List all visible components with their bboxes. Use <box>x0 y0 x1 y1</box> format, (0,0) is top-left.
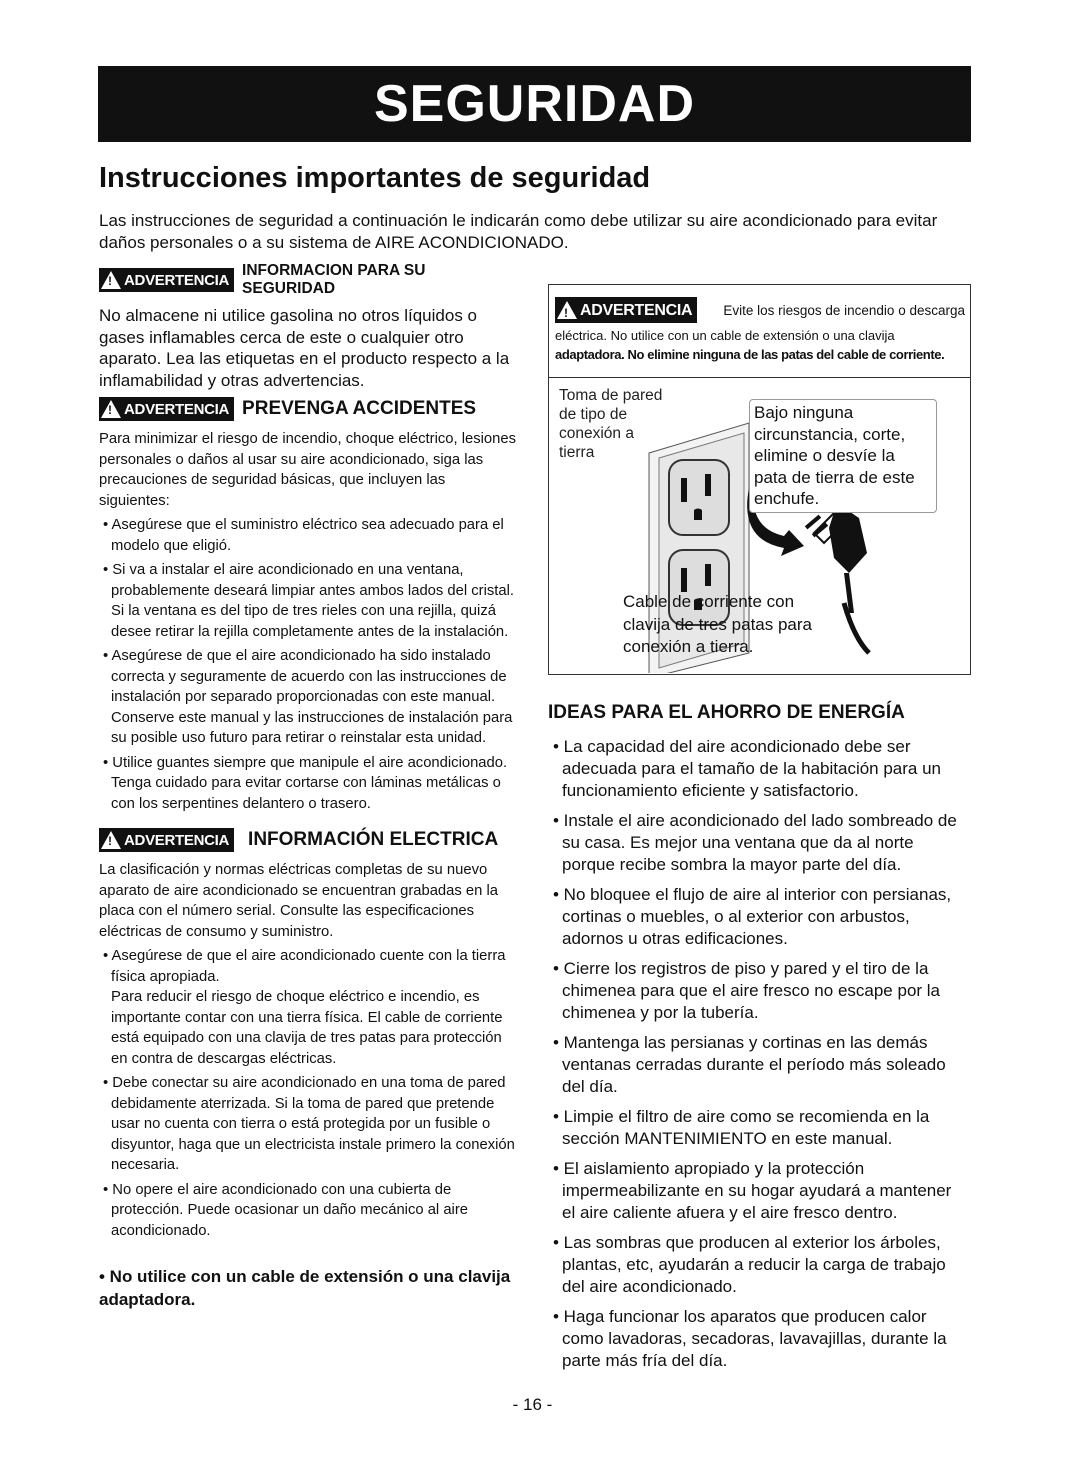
list-item: • El aislamiento apropiado y la protección impermeabilizante en su hogar ayudará a mantener el aire caliente afuera y el aire fresco dentro. <box>553 1159 952 1222</box>
paragraph: Para minimizar el riesgo de incendio, choque eléctrico, lesiones personales o daños al usar su aire acondicionado, siga las precauciones de seguridad básicas, que incluyen las siguientes: <box>99 431 516 509</box>
list-item: • Las sombras que producen al exterior los árboles, plantas, etc, ayudarán a reducir la carga de trabajo del aire acondicionado. <box>553 1233 946 1296</box>
page-title: Instrucciones importantes de seguridad <box>99 162 651 194</box>
page-number: - 16 - <box>512 1395 553 1414</box>
list-item: • Cierre los registros de piso y pared y el tiro de la chimenea para que el aire fresco no escape por la chimenea y por la tubería. <box>553 959 941 1022</box>
section-electrical-body <box>99 860 519 1241</box>
extension-cord-warning: • No utilice con un cable de extensión o una clavija adaptadora. <box>99 1267 511 1309</box>
section-prevent-body <box>99 429 519 814</box>
list-item: • Asegúrese que el suministro eléctrico sea adecuado para el modelo que eligió. <box>103 517 504 554</box>
label-wall-outlet: Toma de pared de tipo de conexión a tierra <box>559 387 663 461</box>
list-item: • Asegúrese de que el aire acondicionado ha sido instalado correcta y seguramente de acuerdo con las instrucciones de instalación por separado proporcionadas con este manual. <box>103 648 507 705</box>
paragraph: La clasificación y normas eléctricas completas de su nuevo aparato de aire acondicionado se encuentran grabadas en la placa con el número serial. Consulte las especificaciones eléctricas de consumo y suministro. <box>99 862 498 940</box>
section-title: PREVENGA ACCIDENTES <box>242 398 477 419</box>
warning-icon <box>101 271 121 289</box>
label-power-cord: Cable de corriente con clavija de tres patas para conexión a tierra. <box>623 592 812 656</box>
section-title: INFORMACION PARA SU SEGURIDAD <box>242 262 426 297</box>
list-item: • Asegúrese de que el aire acondicionado cuente con la tierra física apropiada. <box>103 948 506 985</box>
section-electrical-header <box>99 828 519 852</box>
warning-line: Evite los riesgos de incendio o descarga <box>723 302 965 318</box>
energy-tips-list <box>548 736 968 1372</box>
energy-saving-section <box>548 702 968 1380</box>
warning-icon <box>101 400 121 418</box>
list-item: • Haga funcionar los aparatos que producen calor como lavadoras, secadoras, lavavajillas, durante la parte más fría del día. <box>553 1307 947 1370</box>
grounding-warning-box <box>548 284 971 675</box>
list-item: • Debe conectar su aire acondicionado en una toma de pared debidamente aterrizada. Si la toma de pared que pretende usar no cuenta con tierra o está protegida por un fusible o disyuntor, haga que un electricista instale primero la conexión necesaria. <box>103 1075 515 1173</box>
energy-title: IDEAS PARA EL AHORRO DE ENERGÍA <box>548 702 905 723</box>
section-prevent-header <box>99 397 519 421</box>
section-title: INFORMACIÓN ELECTRICA <box>248 829 499 850</box>
warning-badge: ! ADVERTENCIA <box>99 268 234 292</box>
left-column <box>99 262 519 1311</box>
list-item-continuation: Para reducir el riesgo de choque eléctrico e incendio, es importante contar con una tierra física. El cable de corriente está equipado con una clavija de tres patas para protección en contra de descargas eléctricas. <box>111 989 503 1067</box>
warning-badge: ! ADVERTENCIA <box>555 297 697 323</box>
section-safety-info-text: No almacene ni utilice gasolina no otros líquidos o gases inflamables cerca de este o cualquier otro aparato. Lea las etiquetas en el producto respecto a la inflamabilidad y otras advertencias. <box>99 306 510 390</box>
list-item: • No bloquee el flujo de aire al interior con persianas, cortinas o muebles, o al exterior con arbustos, adornos u otras edificaciones. <box>553 885 952 948</box>
warning-icon <box>101 831 121 849</box>
list-item: • No opere el aire acondicionado con una cubierta de protección. Puede ocasionar un daño mecánico al aire acondicionado. <box>103 1181 468 1239</box>
list-item: • Mantenga las persianas y cortinas en las demás ventanas cerradas durante el período más soleado del día. <box>553 1033 946 1096</box>
section-safety-info-header <box>99 262 519 298</box>
warning-line: adaptadora. No elimine ninguna de las patas del cable de corriente. <box>555 347 945 362</box>
warning-badge: ! ADVERTENCIA <box>99 397 234 421</box>
intro-text: Las instrucciones de seguridad a continuación le indicarán como debe utilizar su aire acondicionado para evitar daños personales o a su sistema de AIRE ACONDICIONADO. <box>99 211 938 252</box>
list-item: • Utilice guantes siempre que manipule el aire acondicionado. Tenga cuidado para evitar cortarse con láminas metálicas o con los serpentines delantero o trasero. <box>103 754 508 812</box>
list-item-continuation: Conserve este manual y las instrucciones de instalación para su posible uso futuro para retirar o reinstalar esta unidad. <box>111 709 513 746</box>
list-item: • La capacidad del aire acondicionado debe ser adecuada para el tamaño de la habitación para un funcionamiento eficiente y satisfactorio. <box>553 737 942 800</box>
list-item: • Instale el aire acondicionado del lado sombreado de su casa. Es mejor una ventana que da al norte porque recibe sombra la mayor parte del día. <box>553 811 957 874</box>
list-item: • Si va a instalar el aire acondicionado en una ventana, probablemente deseará limpiar antes ambos lados del cristal. Si la ventana es del tipo de tres rieles con una rejilla, quizá desee retirar la rejilla completamente antes de la instalación. <box>103 562 515 640</box>
label-ground-prong: Bajo ninguna circunstancia, corte, elimine o desvíe la pata de tierra de este enchufe. <box>749 399 937 513</box>
page-banner: SEGURIDAD <box>98 66 971 142</box>
warning-line: eléctrica. No utilice con un cable de extensión o una clavija <box>555 328 895 343</box>
box-warning-text <box>555 297 965 364</box>
warning-badge: ! ADVERTENCIA <box>99 828 234 852</box>
warning-icon <box>557 301 577 319</box>
list-item: • Limpie el filtro de aire como se recomienda en la sección MANTENIMIENTO en este manual. <box>553 1107 930 1148</box>
